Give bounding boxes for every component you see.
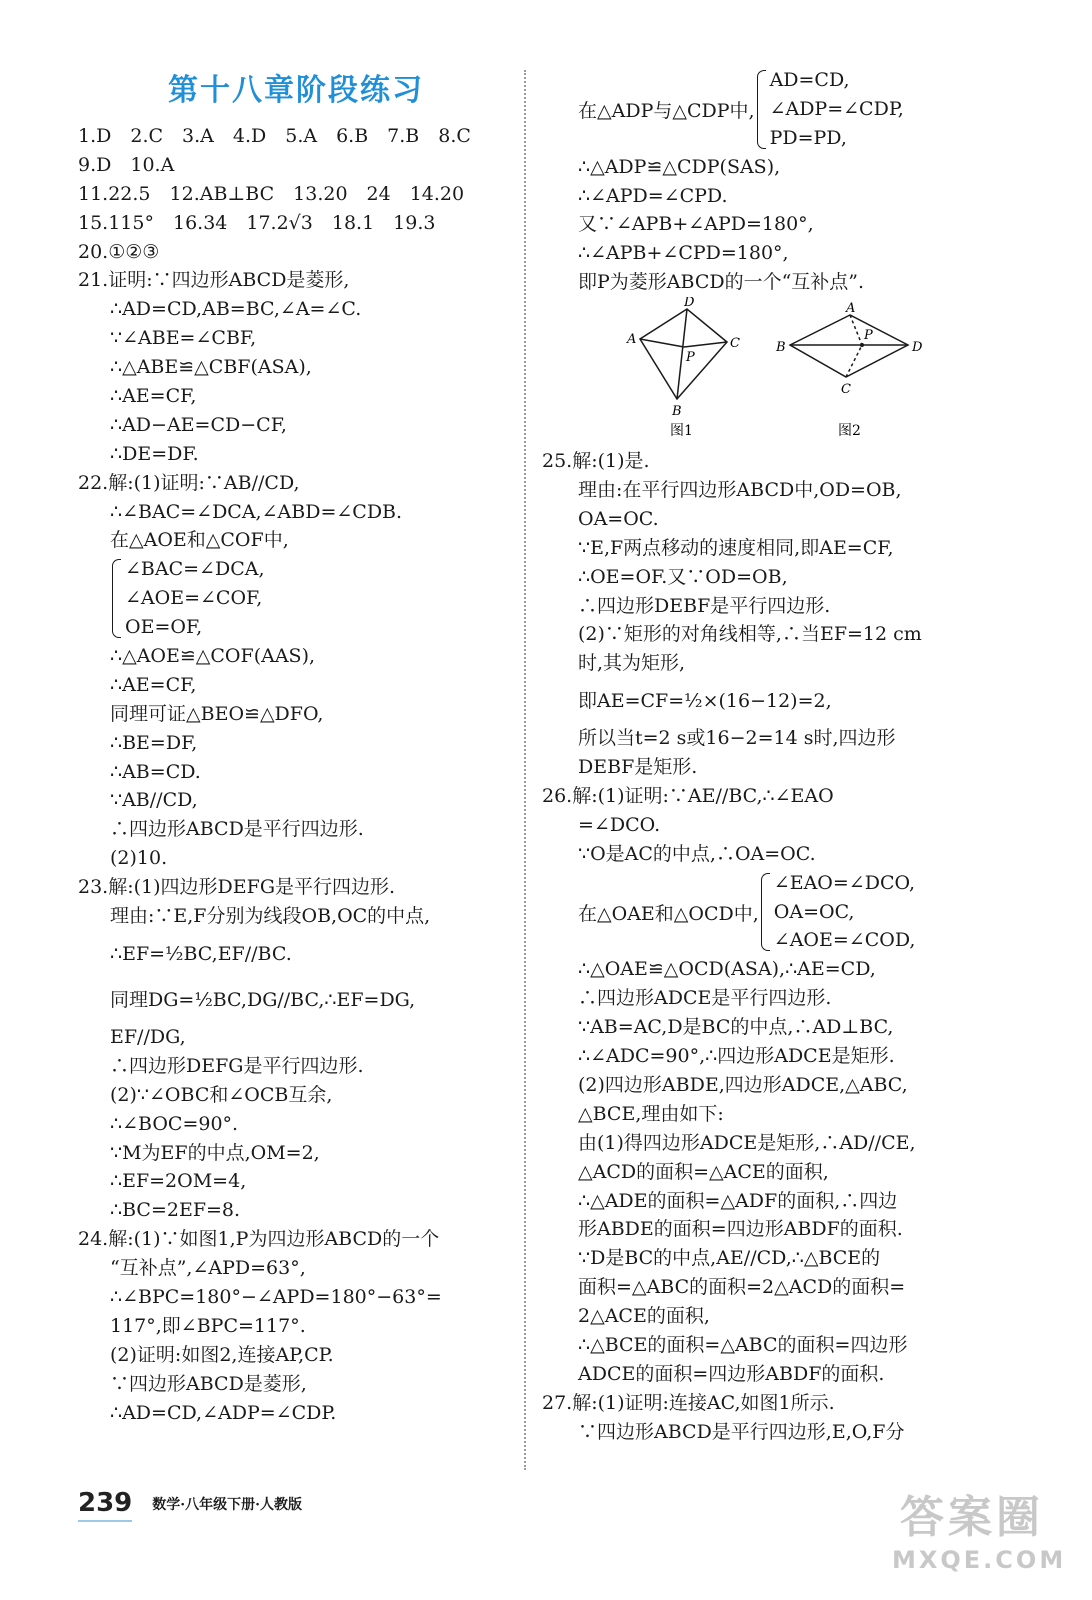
column-divider xyxy=(524,70,526,1470)
fig2-label: B xyxy=(776,340,786,356)
fig1-label: B xyxy=(672,404,682,420)
text-line: 同理DG=½BC,DG//BC,∴EF=DG, xyxy=(110,988,416,1011)
text-line: 时,其为矩形, xyxy=(578,652,686,675)
text-line: ∴∠APB+∠CPD=180°, xyxy=(578,242,789,265)
text-line: 11.22.5 12.AB⊥BC 13.20 24 14.20 xyxy=(78,182,465,205)
text-line: OA=OC, xyxy=(773,900,855,923)
text-line: ∠AOE=∠COF, xyxy=(125,587,263,610)
text-line: (2)∵矩形的对角线相等,∴当EF=12 cm xyxy=(578,623,922,646)
text-line: ∴四边形DEBF是平行四边形. xyxy=(578,594,831,617)
watermark-text: 答案圈 xyxy=(900,1492,1044,1543)
text-line: 理由:在平行四边形ABCD中,OD=OB, xyxy=(578,479,902,502)
text-line: 15.115° 16.34 17.2√3 18.1 19.3 xyxy=(78,211,436,234)
watermark-url: MXQE.COM xyxy=(892,1546,1067,1574)
text-line: △BCE,理由如下: xyxy=(578,1102,724,1125)
text-line: ∴∠ADC=90°,∴四边形ADCE是矩形. xyxy=(578,1045,895,1068)
right-column xyxy=(542,66,992,1447)
text-line: EF//DG, xyxy=(110,1025,186,1048)
text-line: ∴△OAE≌△OCD(ASA),∴AE=CD, xyxy=(578,958,876,981)
left-column xyxy=(78,66,514,1427)
text-line: ∴∠BPC=180°−∠APD=180°−63°= xyxy=(110,1285,442,1308)
text-line: 形ABDE的面积=四边形ABDF的面积. xyxy=(578,1218,903,1241)
text-line: (2)10. xyxy=(110,847,168,870)
fig1-label: A xyxy=(627,332,637,348)
text-line: ∴∠BAC=∠DCA,∠ABD=∠CDB. xyxy=(110,500,403,523)
text-line: 27.解:(1)证明:连接AC,如图1所示. xyxy=(542,1391,835,1414)
text-line: ∵D是BC的中点,AE//CD,∴△BCE的 xyxy=(578,1247,881,1270)
text-line: ∵四边形ABCD是平行四边形,E,O,F分 xyxy=(578,1420,905,1443)
text-line: ∴△ABE≌△CBF(ASA), xyxy=(110,356,312,379)
text-line: 在△OAE和△OCD中, xyxy=(578,902,759,925)
text-line: ∴OE=OF.又∵OD=OB, xyxy=(578,565,788,588)
text-line: ∴△BCE的面积=△ABC的面积=四边形 xyxy=(578,1333,908,1356)
fig2-caption: 图2 xyxy=(838,423,861,440)
text-line: =∠DCO. xyxy=(578,813,661,836)
text-line: 21.证明:∵四边形ABCD是菱形, xyxy=(78,269,350,292)
geometry-figures xyxy=(542,297,992,447)
fig1-label: C xyxy=(730,336,740,352)
text-line: (2)∵∠OBC和∠OCB互余, xyxy=(110,1083,333,1106)
text-line: ∴AB=CD. xyxy=(110,760,201,783)
rhombus-figures-diagram xyxy=(612,297,932,447)
fig2-label: A xyxy=(846,301,856,317)
text-line: 面积=△ABC的面积=2△ACD的面积= xyxy=(578,1276,906,1299)
text-line: ∴AE=CF, xyxy=(110,673,197,696)
text-line: 所以当t=2 s或16−2=14 s时,四边形 xyxy=(578,727,896,750)
text-line: AD=CD, xyxy=(769,69,850,91)
brace-icon xyxy=(112,559,121,638)
text-line: ∴BC=2EF=8. xyxy=(110,1199,241,1222)
text-line: 理由:∵E,F分别为线段OB,OC的中点, xyxy=(110,905,431,928)
text-line: ADCE的面积=四边形ABDF的面积. xyxy=(578,1362,885,1385)
watermark-logo xyxy=(892,1490,1067,1590)
text-line: ∵M为EF的中点,OM=2, xyxy=(110,1141,320,1164)
text-line: ∴四边形ABCD是平行四边形. xyxy=(110,818,364,841)
text-line: ∴△ADP≌△CDP(SAS), xyxy=(578,155,781,178)
text-line: ∴EF=2OM=4, xyxy=(110,1170,247,1193)
fig2-label: D xyxy=(912,340,923,356)
fig1-label: P xyxy=(686,350,695,366)
text-line: ∴四边形ADCE是平行四边形. xyxy=(578,987,832,1010)
text-line: 22.解:(1)证明:∵AB//CD, xyxy=(78,471,300,494)
text-line: ∴∠BOC=90°. xyxy=(110,1112,239,1135)
text-line: ∴DE=DF. xyxy=(110,442,199,465)
brace-system xyxy=(542,66,992,153)
text-line: ∴AD−AE=CD−CF, xyxy=(110,413,287,436)
text-line: 同理可证△BEO≌△DFO, xyxy=(110,702,324,725)
text-line: 24.解:(1)∵如图1,P为四边形ABCD的一个 xyxy=(78,1228,440,1251)
text-line: OA=OC. xyxy=(578,507,659,530)
text-line: ∠AOE=∠COD, xyxy=(773,929,916,952)
fig2-label: P xyxy=(864,328,873,344)
text-line: ∵E,F两点移动的速度相同,即AE=CF, xyxy=(578,536,894,559)
text-line: ∠EAO=∠DCO, xyxy=(773,871,915,894)
text-line: 1.D 2.C 3.A 4.D 5.A 6.B 7.B 8.C xyxy=(78,125,471,147)
text-line: 即AE=CF=½×(16−12)=2, xyxy=(578,690,832,713)
fig1-label: D xyxy=(684,297,695,311)
text-line: ∴AD=CD,AB=BC,∠A=∠C. xyxy=(110,298,362,321)
text-line: 9.D 10.A xyxy=(78,153,175,176)
brace-system xyxy=(542,869,992,956)
text-line: 即P为菱形ABCD的一个“互补点”. xyxy=(578,271,865,294)
page-footer xyxy=(78,1482,302,1522)
text-line: 23.解:(1)四边形DEFG是平行四边形. xyxy=(78,876,396,899)
text-line: ∴△ADE的面积=△ADF的面积,∴四边 xyxy=(578,1189,898,1212)
text-line: ∴AE=CF, xyxy=(110,385,197,408)
text-line: ∴BE=DF, xyxy=(110,731,198,754)
fig2-point-p xyxy=(860,343,864,347)
page-title: 第十八章阶段练习 xyxy=(168,73,424,108)
text-line: ∠BAC=∠DCA, xyxy=(125,558,265,581)
brace-icon xyxy=(757,70,766,149)
text-line: ∵AB=AC,D是BC的中点,∴AD⊥BC, xyxy=(578,1016,894,1039)
text-line: 20.①②③ xyxy=(78,240,160,263)
brace-icon xyxy=(761,873,770,952)
text-line: OE=OF, xyxy=(125,616,203,639)
page-number: 239 xyxy=(78,1488,132,1522)
text-line: 在△AOE和△COF中, xyxy=(110,529,289,552)
text-line: ∴△AOE≌△COF(AAS), xyxy=(110,645,316,668)
text-line: 26.解:(1)证明:∵AE//BC,∴∠EAO xyxy=(542,785,834,808)
text-line: △ACD的面积=△ACE的面积, xyxy=(578,1160,829,1183)
text-line: ∵四边形ABCD是菱形, xyxy=(110,1372,307,1395)
text-line: ∠ADP=∠CDP, xyxy=(769,97,904,120)
text-line: DEBF是矩形. xyxy=(578,756,698,779)
text-line: 又∵∠APB+∠APD=180°, xyxy=(578,213,814,236)
text-line: “互补点”,∠APD=63°, xyxy=(110,1257,306,1280)
fig1-caption: 图1 xyxy=(670,423,693,440)
text-line: ∵∠ABE=∠CBF, xyxy=(110,327,257,350)
text-line: 由(1)得四边形ADCE是矩形,∴AD//CE, xyxy=(578,1131,916,1154)
text-line: 117°,即∠BPC=117°. xyxy=(110,1314,306,1337)
text-line: 2△ACE的面积, xyxy=(578,1305,710,1328)
text-line: ∵AB//CD, xyxy=(110,789,198,812)
brace-system xyxy=(78,555,514,642)
fig2-label: C xyxy=(841,382,851,398)
text-line: ∴四边形DEFG是平行四边形. xyxy=(110,1054,364,1077)
text-line: ∵O是AC的中点,∴OA=OC. xyxy=(578,842,816,865)
text-line: PD=PD, xyxy=(769,126,847,149)
text-line: ∴AD=CD,∠ADP=∠CDP. xyxy=(110,1401,337,1424)
text-line: 在△ADP与△CDP中, xyxy=(578,99,755,122)
text-line: 25.解:(1)是. xyxy=(542,450,650,473)
text-line: ∴EF=½BC,EF//BC. xyxy=(110,942,292,965)
text-line: ∴∠APD=∠CPD. xyxy=(578,184,728,207)
text-line: (2)四边形ABDE,四边形ADCE,△ABC, xyxy=(578,1073,908,1096)
text-line: (2)证明:如图2,连接AP,CP. xyxy=(110,1343,334,1366)
book-subject: 数学·八年级下册·人教版 xyxy=(152,1497,303,1513)
